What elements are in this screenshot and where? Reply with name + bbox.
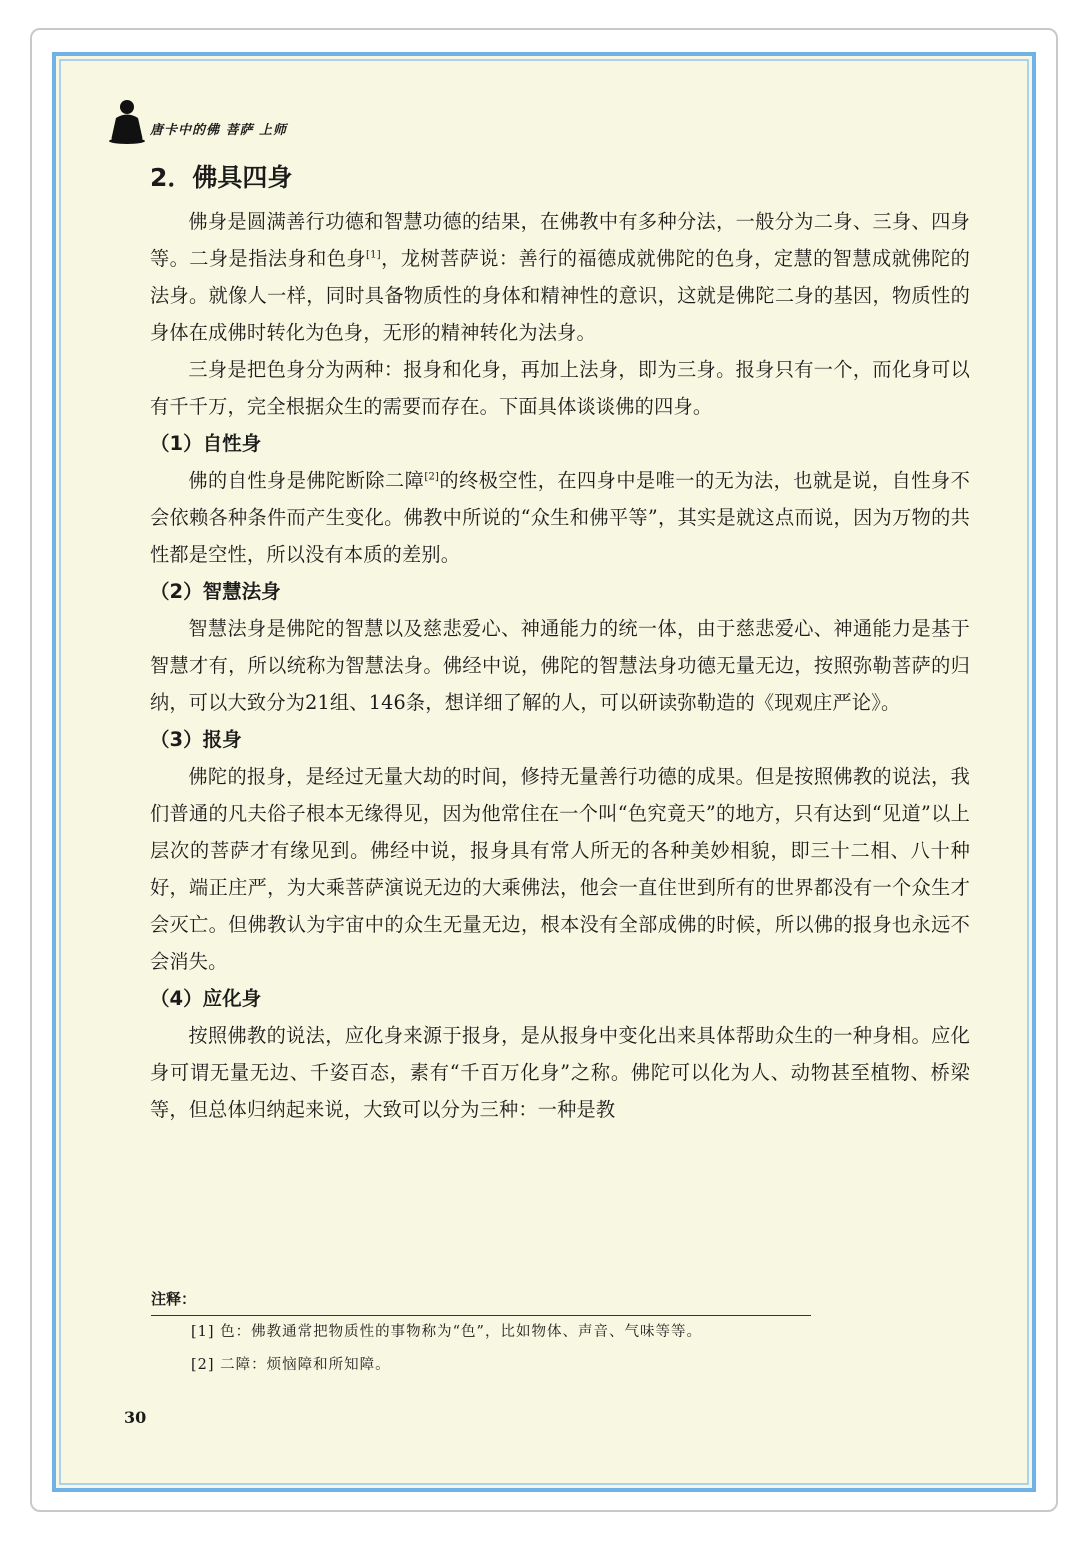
subheading-4: （4）应化身	[150, 987, 262, 1010]
main-content	[150, 159, 970, 1128]
intro-paragraph-1-text: 佛身是圆满善行功德和智慧功德的结果，在佛教中有多种分法，一般分为二身、三身、四身等。二身是指法身和色身	[150, 210, 970, 270]
running-header-title: 唐卡中的佛 菩萨 上师	[150, 123, 288, 138]
subheading-2: （2）智慧法身	[150, 580, 281, 603]
book-page	[52, 52, 1036, 1492]
footnote-1: [1] 色：佛教通常把物质性的事物称为“色”，比如物体、声音、气味等等。	[191, 1324, 702, 1340]
footnote-2: [2] 二障：烦恼障和所知障。	[191, 1357, 391, 1373]
intro-paragraph-1	[150, 203, 970, 351]
footnotes	[151, 1288, 811, 1382]
subsection-3-paragraph: 佛陀的报身，是经过无量大劫的时间，修持无量善行功德的成果。但是按照佛教的说法，我们普通的凡夫俗子根本无缘得见，因为他常住在一个叫“色究竟天”的地方，只有达到“见道”以上层次的菩萨才有缘见到。佛经中说，报身具有常人所无的各种美妙相貌，即三十二相、八十种好，端正庄严，为大乘菩萨演说无边的大乘佛法，他会一直住世到所有的世界都没有一个众生才会灭亡。但佛教认为宇宙中的众生无量无边，根本没有全部成佛的时候，所以佛的报身也永远不会消失。	[150, 765, 970, 973]
subheading-1: （1）自性身	[150, 432, 262, 455]
subsection-1-paragraph	[150, 462, 970, 573]
running-header	[108, 100, 287, 144]
footnotes-title: 注释：	[151, 1288, 811, 1316]
subsection-2-paragraph: 智慧法身是佛陀的智慧以及慈悲爱心、神通能力的统一体，由于慈悲爱心、神通能力是基于智慧才有，所以统称为智慧法身。佛经中说，佛陀的智慧法身功德无量无边，按照弥勒菩萨的归纳，可以大致分为21组、146条，想详细了解的人，可以研读弥勒造的《现观庄严论》。	[150, 617, 970, 714]
subheading-3: （3）报身	[150, 728, 242, 751]
section-title: 2．佛具四身	[150, 163, 293, 192]
intro-paragraph-1-tail: ，龙树菩萨说：善行的福德成就佛陀的色身，定慧的智慧成就佛陀的法身。就像人一样，同时具备物质性的身体和精神性的意识，这就是佛陀二身的基因，物质性的身体在成佛时转化为色身，无形的精神转化为法身。	[150, 247, 971, 344]
intro-paragraph-2: 三身是把色身分为两种：报身和化身，再加上法身，即为三身。报身只有一个，而化身可以有千千万，完全根据众生的需要而存在。下面具体谈谈佛的四身。	[150, 358, 970, 418]
buddha-silhouette-icon	[108, 98, 146, 144]
footnote-ref-2[interactable]: [2]	[424, 471, 440, 483]
subsection-1-text-a: 佛的自性身是佛陀断除二障	[188, 469, 425, 492]
page-number: 30	[124, 1408, 147, 1427]
subsection-4-paragraph: 按照佛教的说法，应化身来源于报身，是从报身中变化出来具体帮助众生的一种身相。应化身可谓无量无边、千姿百态，素有“千百万化身”之称。佛陀可以化为人、动物甚至植物、桥梁等，但总体归纳起来说，大致可以分为三种：一种是教	[150, 1024, 970, 1121]
subsection-1-text-b: 的终极空性，在四身中是唯一的无为法，也就是说，自性身不会依赖各种条件而产生变化。佛教中所说的“众生和佛平等”，其实是就这点而说，因为万物的共性都是空性，所以没有本质的差别。	[150, 469, 970, 566]
footnote-ref-1[interactable]: [1]	[366, 249, 381, 261]
